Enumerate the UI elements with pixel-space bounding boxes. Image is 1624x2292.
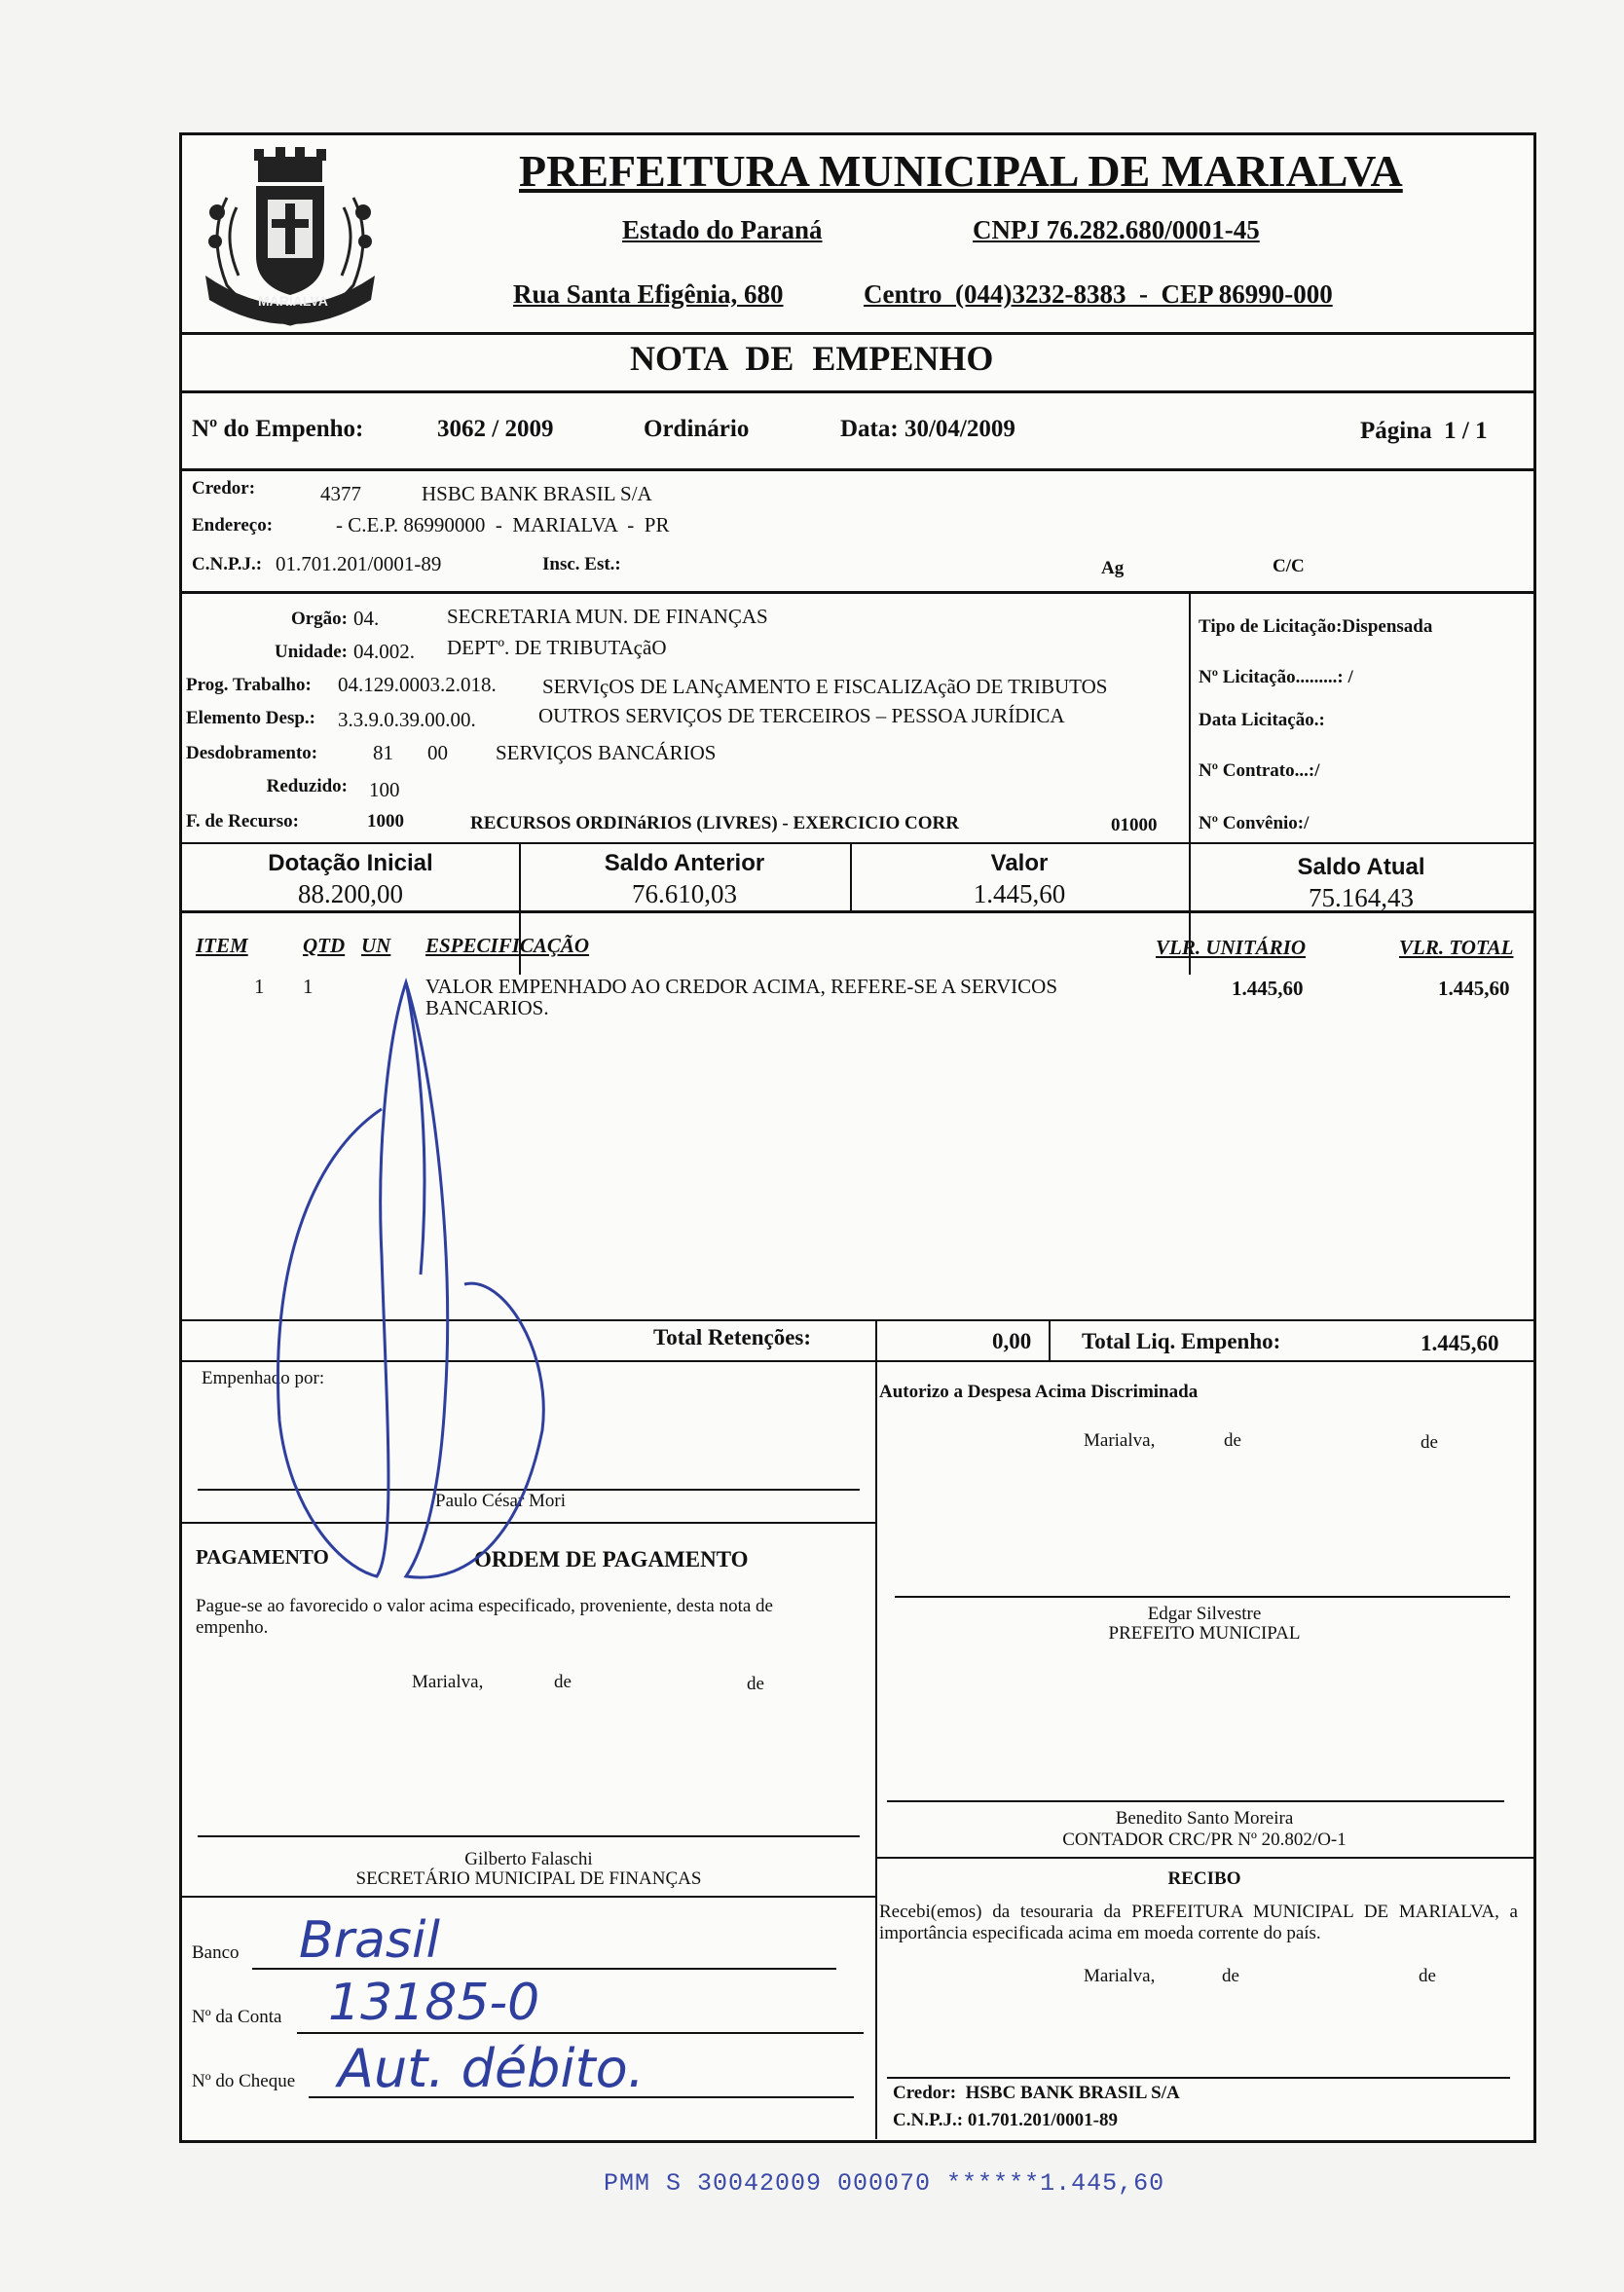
elemento-name: OUTROS SERVIÇOS DE TERCEIROS – PESSOA JURÍDICA xyxy=(538,704,1065,727)
desdobramento-name: SERVIÇOS BANCÁRIOS xyxy=(496,741,717,764)
empenhado-por-label: Empenhado por: xyxy=(202,1368,325,1388)
autorizo-text: Autorizo a Despesa Acima Discriminada xyxy=(879,1382,1199,1402)
insc-est-label: Insc. Est.: xyxy=(542,554,621,574)
desdobramento-label: Desdobramento: xyxy=(186,743,318,763)
orgao-code: 04. xyxy=(353,607,380,630)
item-total-value: 1.445,60 xyxy=(1438,977,1510,1000)
conta-label: Nº da Conta xyxy=(192,2007,282,2027)
tipo-licitacao: Tipo de Licitação:Dispensada xyxy=(1199,616,1433,637)
contact-info: Centro (044)3232-8383 - CEP 86990-000 xyxy=(864,279,1333,309)
prog-name: SERVIçOS DE LANçAMENTO E FISCALIZAçãO DE TRIBUTOS xyxy=(542,675,1108,698)
state-name: Estado do Paraná xyxy=(622,215,823,244)
reduzido-label: Reduzido: xyxy=(266,776,348,796)
pagamento-city: Marialva, xyxy=(412,1672,484,1692)
credor-name: HSBC BANK BRASIL S/A xyxy=(422,482,652,505)
gilberto-signer-name: Gilberto Falaschi xyxy=(464,1849,593,1869)
banco-label: Banco xyxy=(192,1942,240,1963)
banco-handwritten: Brasil xyxy=(299,1911,440,1970)
credor-cnpj: 01.701.201/0001-89 xyxy=(276,552,442,575)
page-title: PREFEITURA MUNICIPAL DE MARIALVA xyxy=(519,146,1403,196)
valor-label: Valor xyxy=(990,850,1049,876)
numero-contrato: Nº Contrato...:/ xyxy=(1199,760,1320,781)
benedito-signer-role: CONTADOR CRC/PR Nº 20.802/O-1 xyxy=(1062,1830,1347,1850)
endereco-label: Endereço: xyxy=(192,515,274,536)
page-number: Página 1 / 1 xyxy=(1360,418,1488,444)
reduzido-code: 100 xyxy=(369,778,400,801)
endereco-value: - C.E.P. 86990000 - MARIALVA - PR xyxy=(336,513,670,536)
total-retencoes-label: Total Retenções: xyxy=(653,1325,812,1349)
recibo-credor: Credor: HSBC BANK BRASIL S/A xyxy=(893,2083,1180,2103)
recurso-label: F. de Recurso: xyxy=(186,811,299,832)
pagamento-de-1: de xyxy=(554,1672,572,1692)
pagamento-label: PAGAMENTO xyxy=(196,1545,329,1569)
recibo-title: RECIBO xyxy=(1167,1868,1241,1889)
item-qtd: 1 xyxy=(303,975,314,998)
col-valor-unitario: VLR. UNITÁRIO xyxy=(1156,936,1307,959)
autorizo-de-1: de xyxy=(1224,1430,1241,1451)
recurso-name: RECURSOS ORDINáRIOS (LIVRES) - EXERCICIO CORR xyxy=(470,813,959,833)
paulo-signer-name: Paulo César Mori xyxy=(435,1491,567,1511)
recibo-city: Marialva, xyxy=(1084,1966,1156,1986)
recurso-sub: 01000 xyxy=(1111,815,1158,835)
elemento-code: 3.3.9.0.39.00.00. xyxy=(338,708,476,731)
nota-de-empenho-form xyxy=(179,132,1536,2143)
col-valor-total: VLR. TOTAL xyxy=(1399,936,1514,959)
desdobramento-sub: 00 xyxy=(427,741,448,764)
dotacao-value: 88.200,00 xyxy=(298,879,403,908)
credor-label: Credor: xyxy=(192,478,256,499)
recurso-code: 1000 xyxy=(367,811,404,832)
col-un: UN xyxy=(361,934,391,957)
item-desc-line2: BANCARIOS. xyxy=(425,996,549,1019)
empenho-label: Nº do Empenho: xyxy=(192,416,364,442)
recibo-de-1: de xyxy=(1222,1966,1239,1986)
unidade-name: DEPTº. DE TRIBUTAçãO xyxy=(447,636,667,659)
ag-label: Ag xyxy=(1101,558,1125,578)
cheque-label: Nº do Cheque xyxy=(192,2071,296,2091)
prog-label: Prog. Trabalho: xyxy=(186,675,312,695)
benedito-signer-name: Benedito Santo Moreira xyxy=(1115,1808,1294,1829)
recibo-text: Recebi(emos) da tesouraria da PREFEITURA MUNICIPAL DE MARIALVA, a importância especificada acima em moeda corrente do país. xyxy=(879,1902,1518,1943)
conta-handwritten: 13185-0 xyxy=(328,1974,540,2032)
saldo-anterior-label: Saldo Anterior xyxy=(604,850,765,876)
total-retencoes-value: 0,00 xyxy=(992,1329,1032,1353)
desdobramento-code: 81 xyxy=(373,741,393,764)
cc-label: C/C xyxy=(1273,556,1305,576)
cnpj-header: CNPJ 76.282.680/0001-45 xyxy=(973,215,1260,244)
street-address: Rua Santa Efigênia, 680 xyxy=(513,279,784,309)
saldo-anterior-value: 76.610,03 xyxy=(632,879,737,908)
empenho-number: 3062 / 2009 xyxy=(437,416,554,442)
edgar-signer-role: PREFEITO MUNICIPAL xyxy=(1108,1623,1301,1644)
col-especificacao: ESPECIFICAÇÃO xyxy=(425,934,590,957)
unidade-code: 04.002. xyxy=(353,640,415,663)
total-liq-value: 1.445,60 xyxy=(1421,1331,1499,1355)
recibo-cnpj: C.N.P.J.: 01.701.201/0001-89 xyxy=(893,2110,1118,2130)
dotacao-label: Dotação Inicial xyxy=(268,850,433,876)
recibo-de-2: de xyxy=(1419,1966,1436,1986)
autorizo-de-2: de xyxy=(1421,1432,1438,1453)
numero-licitacao: Nº Licitação.........: / xyxy=(1199,667,1353,687)
autorizo-city: Marialva, xyxy=(1084,1430,1156,1451)
municipal-crest-icon xyxy=(198,139,383,334)
ordem-pagamento-label: ORDEM DE PAGAMENTO xyxy=(474,1547,749,1571)
prog-code: 04.129.0003.2.018. xyxy=(338,673,497,696)
saldo-atual-label: Saldo Atual xyxy=(1297,854,1425,880)
col-qtd: QTD xyxy=(303,934,346,957)
credor-code: 4377 xyxy=(320,482,361,505)
item-unit-value: 1.445,60 xyxy=(1232,977,1304,1000)
valor-value: 1.445,60 xyxy=(973,879,1066,908)
protocol-stamp: PMM S 30042009 000070 ******1.445,60 xyxy=(604,2169,1165,2198)
gilberto-signer-role: SECRETÁRIO MUNICIPAL DE FINANÇAS xyxy=(355,1868,702,1889)
crest-banner-text: MARIALVA xyxy=(258,293,328,309)
saldo-atual-value: 75.164,43 xyxy=(1309,883,1414,912)
orgao-name: SECRETARIA MUN. DE FINANÇAS xyxy=(447,605,768,628)
item-desc-line1: VALOR EMPENHADO AO CREDOR ACIMA, REFERE-SE A SERVICOS xyxy=(425,975,1058,998)
pague-se-text: Pague-se ao favorecido o valor acima especificado, proveniente, desta nota de empenho. xyxy=(196,1596,773,1638)
edgar-signer-name: Edgar Silvestre xyxy=(1147,1604,1262,1624)
data-licitacao: Data Licitação.: xyxy=(1199,710,1325,730)
handwritten-signature xyxy=(250,963,562,1596)
total-liq-label: Total Liq. Empenho: xyxy=(1082,1329,1281,1353)
orgao-label: Orgão: xyxy=(290,609,348,629)
item-number: 1 xyxy=(254,975,265,998)
empenho-type: Ordinário xyxy=(644,416,750,442)
pagamento-de-2: de xyxy=(747,1674,764,1694)
elemento-label: Elemento Desp.: xyxy=(186,708,315,728)
col-item: ITEM xyxy=(196,934,248,957)
cnpj-label: C.N.P.J.: xyxy=(192,554,263,574)
numero-convenio: Nº Convênio:/ xyxy=(1199,813,1310,833)
unidade-label: Unidade: xyxy=(275,642,348,662)
document-title: NOTA DE EMPENHO xyxy=(630,339,994,378)
cheque-handwritten: Aut. débito. xyxy=(338,2038,645,2099)
empenho-date: Data: 30/04/2009 xyxy=(840,416,1015,442)
